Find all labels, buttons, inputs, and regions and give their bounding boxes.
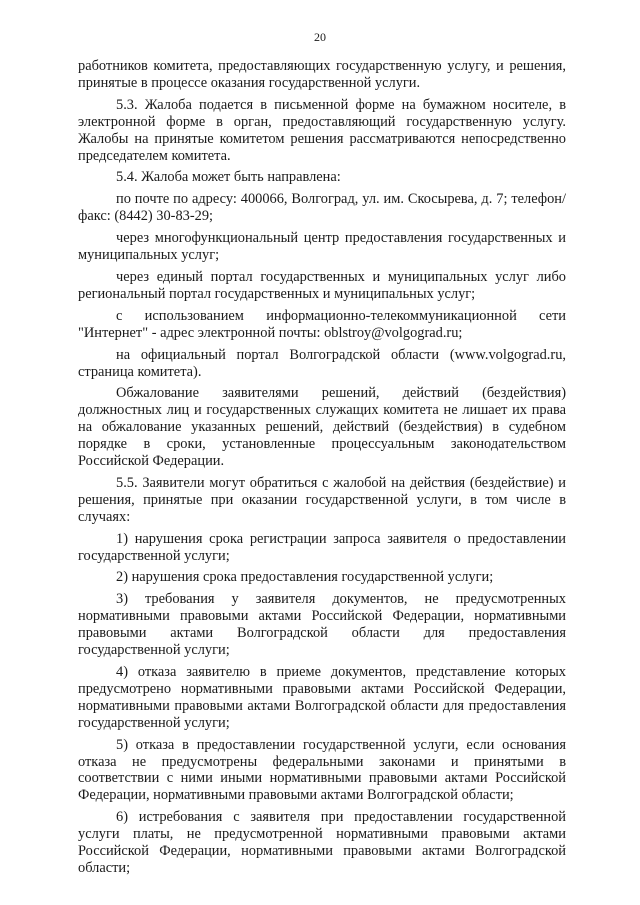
paragraph-portal: через единый портал государственных и муниципальных услуг либо региональный портал государственных и муниципальных услуг; bbox=[78, 268, 566, 302]
paragraph-official-portal: на официальный портал Волгоградской области (www.volgograd.ru, страница комитета). bbox=[78, 346, 566, 380]
list-item-case-2: 2) нарушения срока предоставления государственной услуги; bbox=[116, 569, 494, 586]
paragraph-5-4: 5.4. Жалоба может быть направлена: bbox=[116, 169, 341, 186]
paragraph-appeal: Обжалование заявителями решений, действий (бездействия) должностных лиц и государственных служащих комитета не лишает их права на обжалование указанных решений, действий (бездействия) в судебном порядке в сроки, установленные процессуальным законодательством Российской Федерации. bbox=[78, 385, 566, 470]
paragraph-mfc: через многофункциональный центр предоставления государственных и муниципальных услуг; bbox=[78, 230, 566, 264]
list-item-case-4: 4) отказа заявителю в приеме документов, представление которых предусмотрено нормативными правовыми актами Российской Федерации, нормативными правовыми актами Волгоградской области для предоставления государственной услуги; bbox=[78, 664, 566, 731]
document-body bbox=[78, 58, 566, 882]
list-item-case-5: 5) отказа в предоставлении государственной услуги, если основания отказа не предусмотрены федеральными законами и принятыми в соответствии с ними иными нормативными правовыми актами Российской Федерации, нормативными правовыми актами Волгоградской области; bbox=[78, 736, 566, 804]
list-item-case-1: 1) нарушения срока регистрации запроса заявителя о предоставлении государственной услуги; bbox=[78, 530, 566, 564]
page-number: 20 bbox=[314, 30, 326, 44]
paragraph-5-5: 5.5. Заявители могут обратиться с жалобой на действия (бездействие) и решения, принятые при оказании государственной услуги, в том числе в случаях: bbox=[78, 474, 566, 525]
paragraph-internet: с использованием информационно-телекоммуникационной сети "Интернет" - адрес электронной почты: oblstroy@volgograd.ru; bbox=[78, 307, 566, 341]
paragraph-5-3: 5.3. Жалоба подается в письменной форме на бумажном носителе, в электронной форме в орган, предоставляющий государственную услугу. Жалобы на принятые комитетом решения рассматриваются непосредственно председателем комитета. bbox=[78, 96, 566, 164]
paragraph-continuation: работников комитета, предоставляющих государственную услугу, и решения, принятые в процессе оказания государственной услуги. bbox=[78, 58, 566, 91]
paragraph-post-address: по почте по адресу: 400066, Волгоград, ул. им. Скосырева, д. 7; телефон/факс: (8442) 30-83-29; bbox=[78, 191, 566, 225]
list-item-case-3: 3) требования у заявителя документов, не предусмотренных нормативными правовыми актами Российской Федерации, нормативными правовыми актами Волгоградской области для предоставления государственной услуги; bbox=[78, 591, 566, 659]
list-item-case-6: 6) истребования с заявителя при предоставлении государственной услуги платы, не предусмотренной нормативными правовыми актами Российской Федерации, нормативными правовыми актами Волгоградской области; bbox=[78, 809, 566, 876]
